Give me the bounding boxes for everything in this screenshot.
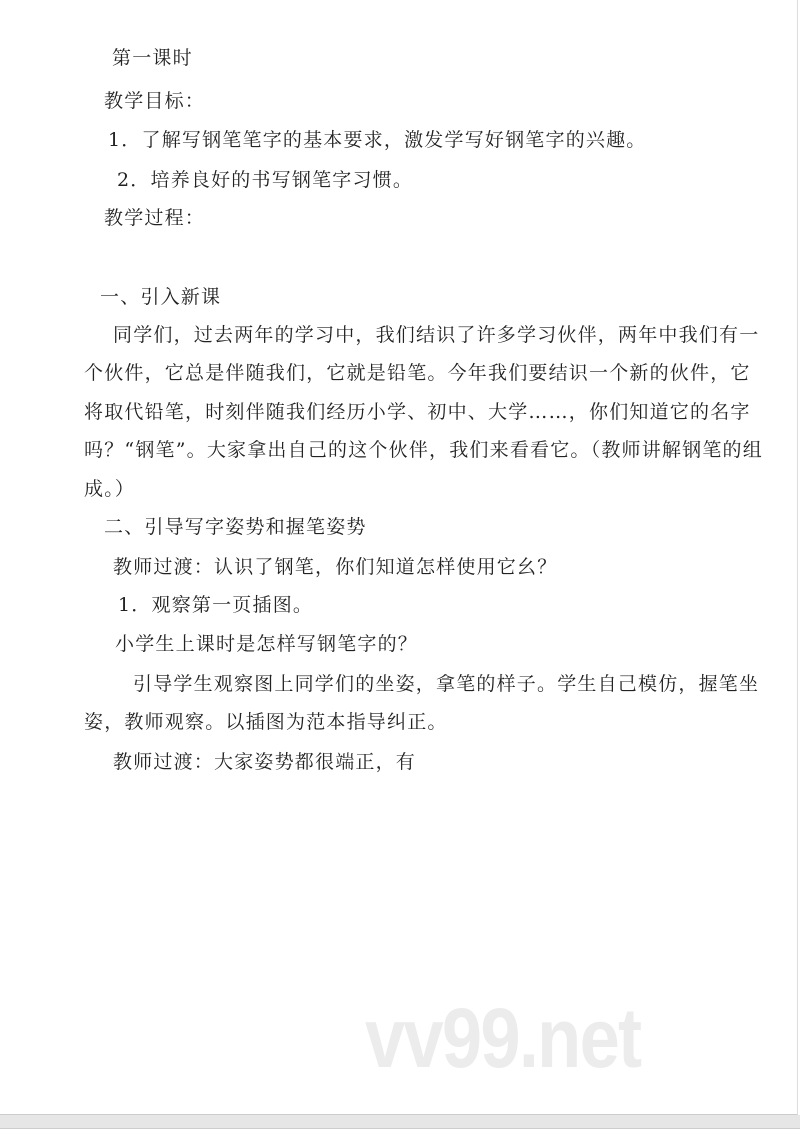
paragraph-line: 成。）: [84, 478, 136, 500]
step-text: 1．观察第一页插图。: [118, 594, 314, 616]
paragraph-line: 个伙件，它总是伴随我们，它就是铅笔。今年我们要结识一个新的伙件，它: [84, 362, 751, 384]
paragraph-line: 引导学生观察图上同学们的坐姿，拿笔的样子。学生自己模仿，握笔坐: [133, 673, 760, 695]
goals-heading: 教学目标：: [104, 90, 206, 112]
lesson-title: 第一课时: [112, 47, 193, 69]
goal-item: 2．培养良好的书写钢笔字习惯。: [117, 169, 414, 191]
paragraph-line: 同学们，过去两年的学习中，我们结识了许多学习伙伴，两年中我们有一: [113, 324, 760, 346]
section1-heading: 一、引入新课: [100, 286, 222, 308]
question-text: 小学生上课时是怎样写钢笔字的？: [115, 633, 419, 655]
section2-heading: 二、引导写字姿势和握笔姿势: [104, 516, 367, 538]
paragraph-line: 姿，教师观察。以插图为范本指导纠正。: [84, 711, 448, 733]
transition-text: 教师过渡：认识了钢笔，你们知道怎样使用它幺？: [113, 556, 558, 578]
process-heading: 教学过程：: [104, 207, 206, 229]
watermark: vv99.net: [365, 991, 641, 1085]
page-separator: [0, 1115, 800, 1129]
transition-text: 教师过渡：大家姿势都很端正，有: [113, 751, 417, 773]
paragraph-line: 将取代铅笔，时刻伴随我们经历小学、初中、大学……，你们知道它的名字: [84, 401, 751, 423]
paragraph-line: 吗？“钢笔”。大家拿出自己的这个伙伴，我们来看看它。（教师讲解钢笔的组: [84, 439, 763, 461]
goal-item: 1．了解写钢笔笔字的基本要求，激发学写好钢笔字的兴趣。: [108, 129, 647, 151]
